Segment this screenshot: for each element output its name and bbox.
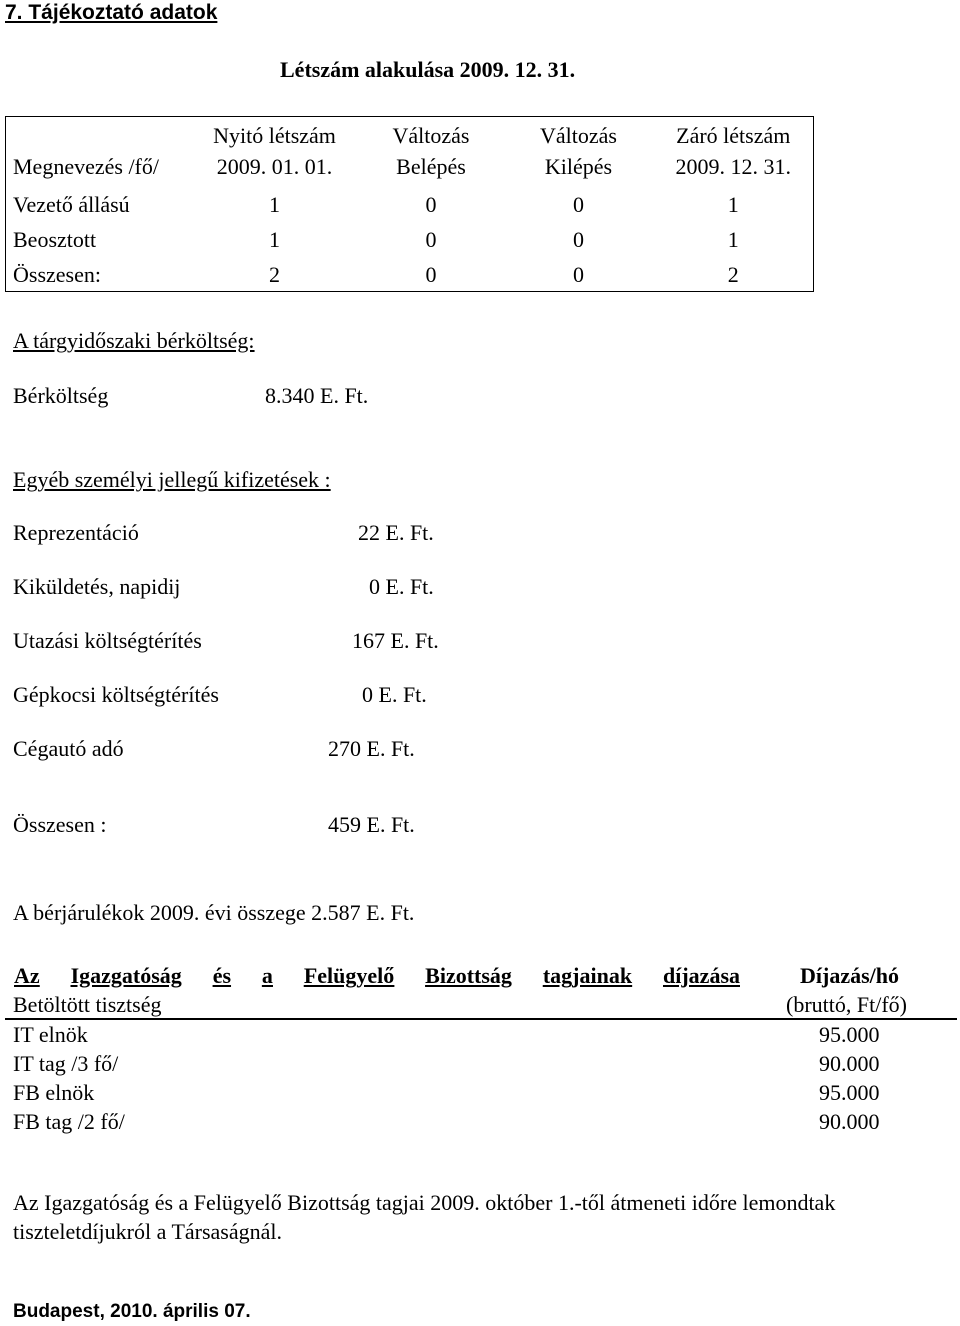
wages-value: 8.340 E. Ft. (265, 383, 369, 408)
board-position-header: Betöltött tisztség (13, 992, 162, 1017)
board-row-fee: 95.000 (819, 1080, 880, 1105)
header-in-line1: Változás (392, 123, 470, 148)
table-header-row-1 (6, 117, 814, 149)
payments-total-value: 459 E. Ft. (328, 812, 415, 837)
payment-value-kikuldetes: 0 E. Ft. (369, 574, 434, 599)
headcount-table (5, 116, 814, 292)
payment-label-utazasi: Utazási költségtérítés (13, 628, 202, 653)
header-out-line1: Változás (540, 123, 617, 148)
header-opening-line1: Nyitó létszám (213, 123, 336, 148)
payment-label-kikuldetes: Kiküldetés, napidij (13, 574, 181, 599)
row-closing: 2 (727, 261, 739, 287)
wages-heading: A tárgyidőszaki bérköltség: (13, 328, 255, 353)
row-closing: 1 (727, 192, 739, 218)
board-fee-header: Díjazás/hó (800, 963, 899, 988)
row-in: 0 (425, 261, 437, 287)
row-in: 0 (425, 192, 437, 218)
header-name: Megnevezés /fő/ (13, 154, 159, 180)
row-out: 0 (573, 227, 584, 253)
board-row-position: FB tag /2 fő/ (13, 1109, 125, 1134)
board-heading-word: Bizottság (425, 963, 512, 988)
board-row-fee: 90.000 (819, 1109, 880, 1134)
header-in-line2: Belépés (396, 154, 466, 180)
row-opening: 2 (269, 261, 280, 287)
payment-label-cegauto: Cégautó adó (13, 736, 124, 761)
header-opening-line2: 2009. 01. 01. (216, 154, 333, 180)
payments-total-label: Összesen : (13, 812, 107, 837)
row-opening: 1 (269, 227, 280, 253)
payment-value-cegauto: 270 E. Ft. (328, 736, 415, 761)
row-name: Beosztott (13, 227, 97, 253)
table-header-row-2 (6, 148, 814, 182)
resignation-note-line1: Az Igazgatóság és a Felügyelő Bizottság tagjai 2009. október 1.-től átmeneti időre lemondtak (13, 1190, 836, 1215)
place-date: Budapest, 2010. április 07. (13, 1301, 251, 1322)
headcount-title: Létszám alakulása 2009. 12. 31. (280, 57, 576, 82)
row-out: 0 (573, 261, 584, 287)
row-name: Összesen: (13, 261, 101, 287)
board-row-fee: 90.000 (819, 1051, 880, 1076)
row-closing: 1 (727, 227, 739, 253)
board-heading-word: a (261, 963, 273, 988)
payment-label-reprezentacio: Reprezentáció (13, 520, 139, 545)
payment-value-reprezentacio: 22 E. Ft. (358, 520, 434, 545)
wages-label: Bérköltség (13, 383, 109, 408)
board-row-fee: 95.000 (819, 1022, 880, 1047)
board-heading-word: díjazása (663, 963, 740, 988)
row-in: 0 (425, 227, 437, 253)
board-heading-word: és (212, 963, 232, 988)
header-out-line2: Kilépés (544, 154, 613, 180)
section-title: 7. Tájékoztató adatok (5, 1, 218, 24)
header-empty-cell (6, 117, 191, 149)
header-closing-line2: 2009. 12. 31. (675, 154, 791, 180)
board-row-position: IT elnök (13, 1022, 88, 1047)
other-payments-heading: Egyéb személyi jellegű kifizetések : (13, 467, 331, 492)
board-header-divider (5, 1018, 957, 1020)
resignation-note-line2: tiszteletdíjukról a Társaságnál. (13, 1219, 283, 1244)
table-row (6, 227, 814, 262)
board-row-position: IT tag /3 fő/ (13, 1051, 119, 1076)
table-spacer-row (6, 182, 814, 192)
row-out: 0 (573, 192, 584, 218)
board-heading-word: Igazgatóság (70, 963, 182, 988)
row-opening: 1 (269, 192, 280, 218)
payment-label-gepkocsi: Gépkocsi költségtérítés (13, 682, 219, 707)
board-heading (14, 965, 740, 987)
board-heading-word: Felügyelő (303, 963, 395, 988)
payment-value-utazasi: 167 E. Ft. (352, 628, 439, 653)
board-heading-word: Az (14, 963, 40, 988)
table-row-total (6, 262, 814, 292)
board-heading-word: tagjainak (542, 963, 633, 988)
payment-value-gepkocsi: 0 E. Ft. (362, 682, 427, 707)
row-name: Vezető állású (13, 192, 130, 218)
contributions-text: A bérjárulékok 2009. évi összege 2.587 E. Ft. (13, 900, 415, 925)
board-row-position: FB elnök (13, 1080, 95, 1105)
board-fee-unit: (bruttó, Ft/fő) (786, 992, 907, 1017)
header-closing-line1: Záró létszám (676, 123, 791, 148)
table-row (6, 192, 814, 227)
